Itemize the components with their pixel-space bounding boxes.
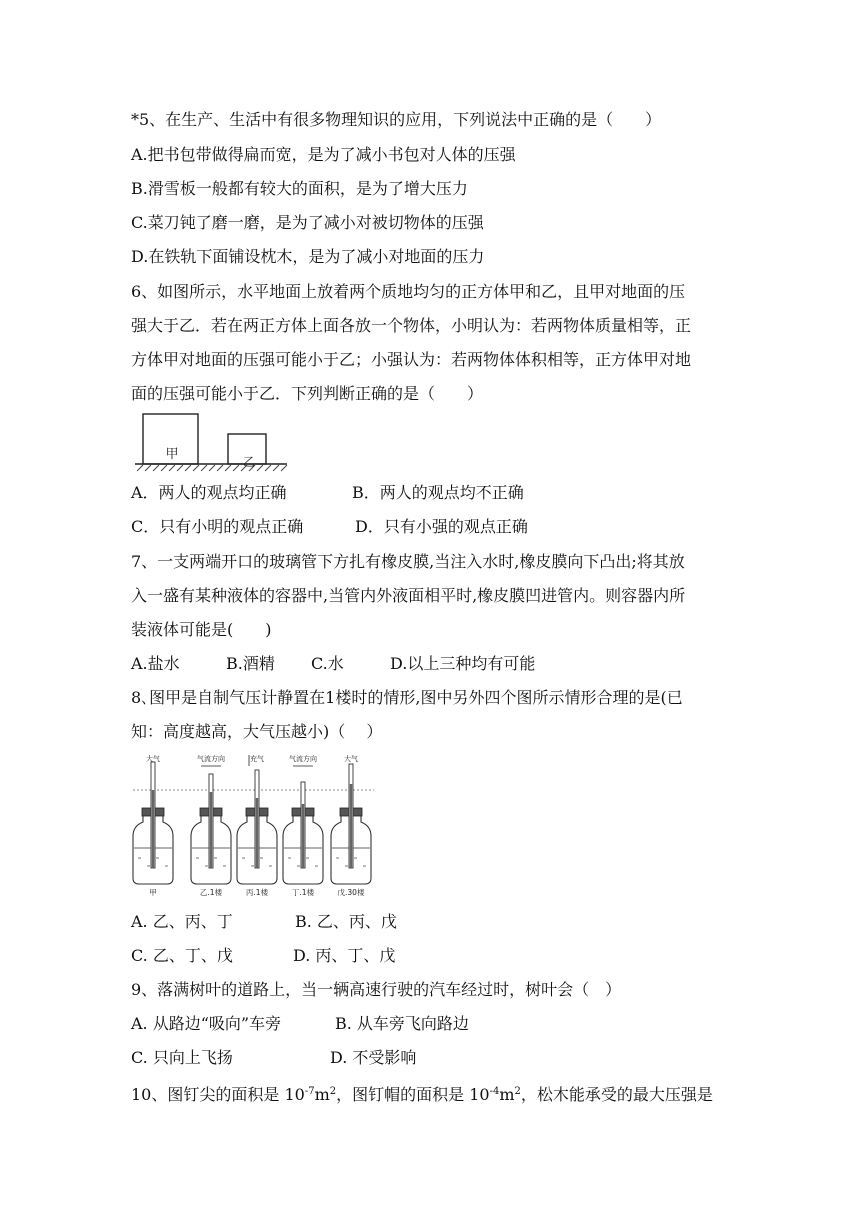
q8-option-d: D. 丙、丁、戊: [293, 946, 396, 965]
q8-line-2: 知：高度越高，大气压越小)（ ）: [131, 722, 383, 741]
label-yi: 乙: [242, 455, 256, 469]
top-label: 气流方向: [289, 755, 317, 763]
q10-exp-2: 2: [329, 1086, 337, 1097]
q7-option-c: C.水: [311, 654, 344, 673]
tube-liquid: [302, 804, 304, 868]
bottom-label: 丁.1楼: [291, 888, 315, 897]
q10-text-1: 10、图钉尖的面积是 10: [131, 1085, 305, 1104]
bottom-label: 丙.1楼: [245, 888, 269, 897]
q6-option-a: A．两人的观点均正确: [131, 483, 287, 502]
label-jia: 甲: [165, 447, 179, 462]
q7-line-2: 入一盛有某种液体的容器中,当管内外液面相平时,橡皮膜凹进管内。则容器内所: [131, 586, 686, 605]
q6-option-d: D．只有小强的观点正确: [355, 517, 528, 536]
q6-line-4: 面的压强可能小于乙．下列判断正确的是（ ）: [131, 384, 484, 403]
bottom-label: 戊.30楼: [337, 888, 365, 897]
bottom-label: 甲: [149, 888, 157, 897]
q8-line-1: 8､图甲是自制气压计静置在1楼时的情形,图中另外四个图所示情形合理的是(已: [131, 688, 683, 707]
tube-liquid: [350, 784, 352, 868]
q10-exp-4: 2: [514, 1086, 521, 1097]
q9-option-c: C. 只向上飞扬: [131, 1048, 233, 1067]
tube-liquid: [152, 790, 154, 868]
q8-option-a: A. 乙、丙、丁: [131, 912, 233, 931]
q9-stem: 9、落满树叶的道路上，当一辆高速行驶的汽车经过时，树叶会（ ）: [131, 980, 622, 999]
top-label: 充气: [250, 755, 264, 763]
q10-text-5: ，松木能承受的最大压强是: [520, 1085, 713, 1104]
top-label: 气流方向: [197, 755, 225, 763]
q10-text-4: m: [499, 1085, 515, 1104]
q6-line-3: 方体甲对地面的压强可能小于乙；小强认为：若两物体体积相等，正方体甲对地: [131, 350, 692, 369]
q6-line-2: 强大于乙．若在两正方体上面各放一个物体，小明认为：若两物体质量相等，正: [131, 316, 692, 335]
q9-option-d: D. 不受影响: [330, 1048, 417, 1067]
q5-option-c: C.菜刀钝了磨一磨，是为了减小对被切物体的压强: [131, 213, 484, 232]
q9-option-b: B. 从车旁飞向路边: [335, 1014, 469, 1033]
q10-text-2: m: [314, 1085, 330, 1104]
q7-line-1: 7、一支两端开口的玻璃管下方扎有橡皮膜,当注入水时,橡皮膜向下凸出;将其放: [131, 552, 685, 571]
q8-option-b: B. 乙、丙、戊: [295, 912, 397, 931]
q6-line-1: 6、如图所示，水平地面上放着两个质地均匀的正方体甲和乙，且甲对地面的压: [131, 282, 686, 301]
q10-exp-3: -4: [489, 1086, 500, 1097]
ground-hatching: [137, 465, 287, 471]
q7-line-3: 装液体可能是( ): [131, 620, 272, 639]
q5-option-b: B.滑雪板一般都有较大的面积，是为了增大压力: [131, 179, 468, 198]
q9-option-a: A. 从路边“吸向”车旁: [131, 1014, 282, 1033]
q10-text-3: ，图钉帽的面积是 10: [336, 1085, 490, 1104]
q7-option-d: D.以上三种均有可能: [390, 654, 536, 673]
q10-stem: [131, 1085, 713, 1105]
q10-exp-1: -7: [304, 1086, 315, 1097]
q5-option-a: A.把书包带做得扁而宽，是为了减小书包对人体的压强: [131, 145, 516, 164]
q7-option-a: A.盐水: [131, 654, 180, 673]
top-label: 大气: [344, 755, 358, 763]
tube-liquid: [256, 798, 258, 868]
q6-option-c: C．只有小明的观点正确: [131, 517, 304, 536]
bottom-label: 乙.1楼: [199, 888, 223, 897]
top-label: 大气: [146, 755, 160, 763]
q8-option-c: C. 乙、丁、戊: [131, 946, 233, 965]
q5-option-d: D.在铁轨下面铺设枕木，是为了减小对地面的压力: [131, 247, 485, 266]
tube-liquid: [210, 792, 212, 868]
q8-barometer-figure: [131, 752, 376, 904]
q6-option-b: B．两人的观点均不正确: [352, 483, 524, 502]
q5-stem: *5、在生产、生活中有很多物理知识的应用，下列说法中正确的是（ ）: [131, 110, 662, 129]
q6-cubes-figure: [131, 408, 291, 476]
q7-option-b: B.酒精: [226, 654, 275, 673]
